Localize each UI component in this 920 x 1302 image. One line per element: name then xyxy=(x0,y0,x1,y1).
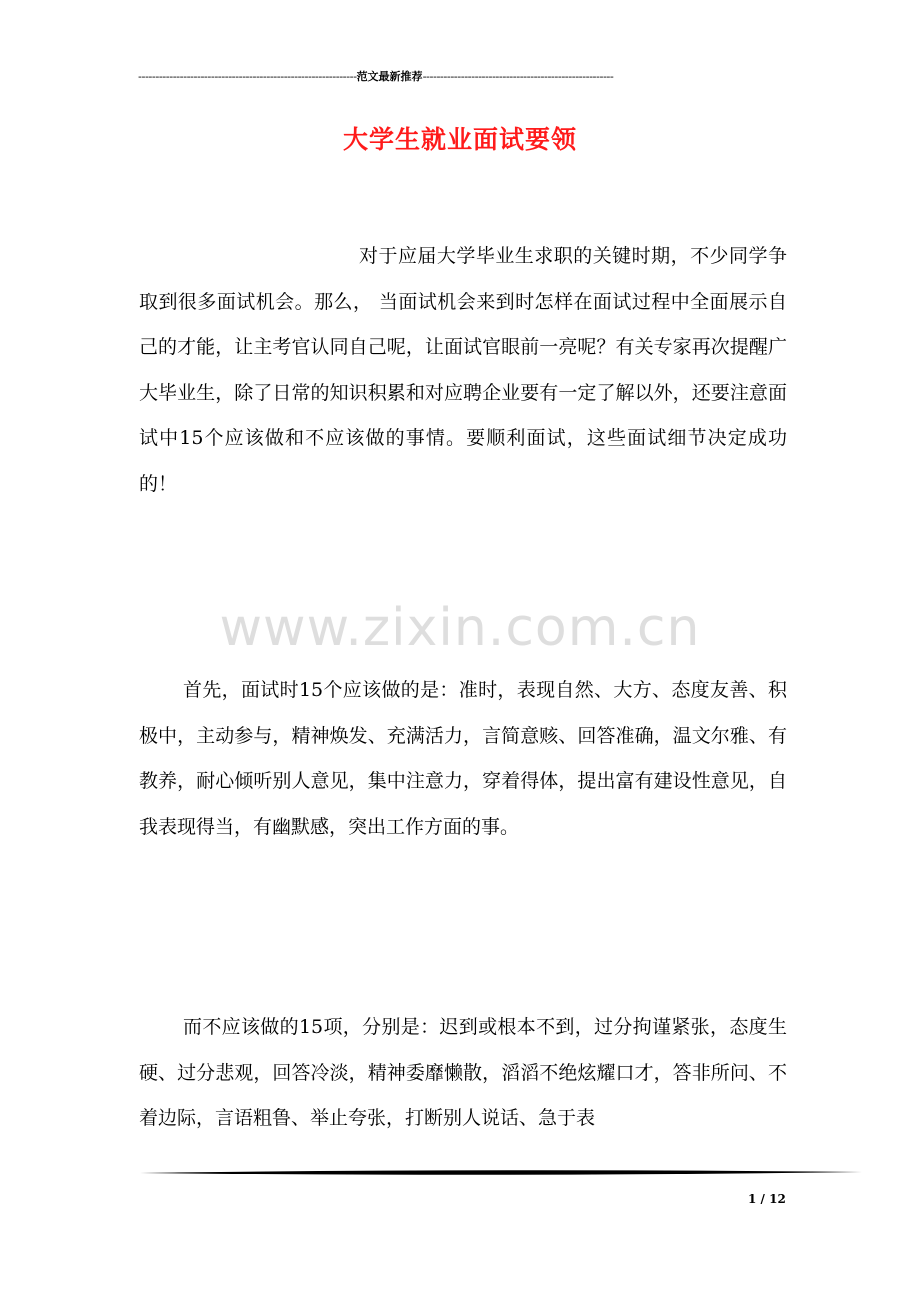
paragraph-donts: 而不应该做的15项，分别是：迟到或根本不到，过分拘谨紧张，态度生硬、过分悲观，回答冷淡，精神委靡懒散，滔滔不绝炫耀口才，答非所问、不着边际，言语粗鲁、举止夸张，打断别人说话、急于表 xyxy=(139,1016,787,1129)
paragraph-dos: 首先，面试时15个应该做的是：准时，表现自然、大方、态度友善、积极中，主动参与，精神焕发、充满活力，言简意赅、回答准确，温文尔雅、有教养，耐心倾听别人意见，集中注意力，穿着得体，提出富有建设性意见，自我表现得当，有幽默感，突出工作方面的事。 xyxy=(139,679,787,838)
paragraph-intro: 对于应届大学毕业生求职的关键时期，不少同学争取到很多面试机会。那么， 当面试机会来到时怎样在面试过程中全面展示自己的才能，让主考官认同自己呢，让面试官眼前一亮呢？有关专家再次提醒广大毕业生，除了日常的知识积累和对应聘企业要有一定了解以外，还要注意面试中15个应该做和不应该做的事情。要顺利面试，这些面试细节决定成功的！ xyxy=(139,245,787,495)
document-title: 大学生就业面试要领 xyxy=(342,125,577,154)
header-dashes-right: ------------------------------------------------------- xyxy=(422,70,614,83)
page-header xyxy=(138,68,768,86)
footer-rule xyxy=(140,1168,862,1178)
page-number: 1 / 12 xyxy=(748,1192,786,1206)
header-dashes-left: --------------------------------------------------------------- xyxy=(138,70,357,83)
watermark: www.zixin.com.cn xyxy=(219,598,701,658)
header-label: 范文最新推荐 xyxy=(356,70,423,83)
